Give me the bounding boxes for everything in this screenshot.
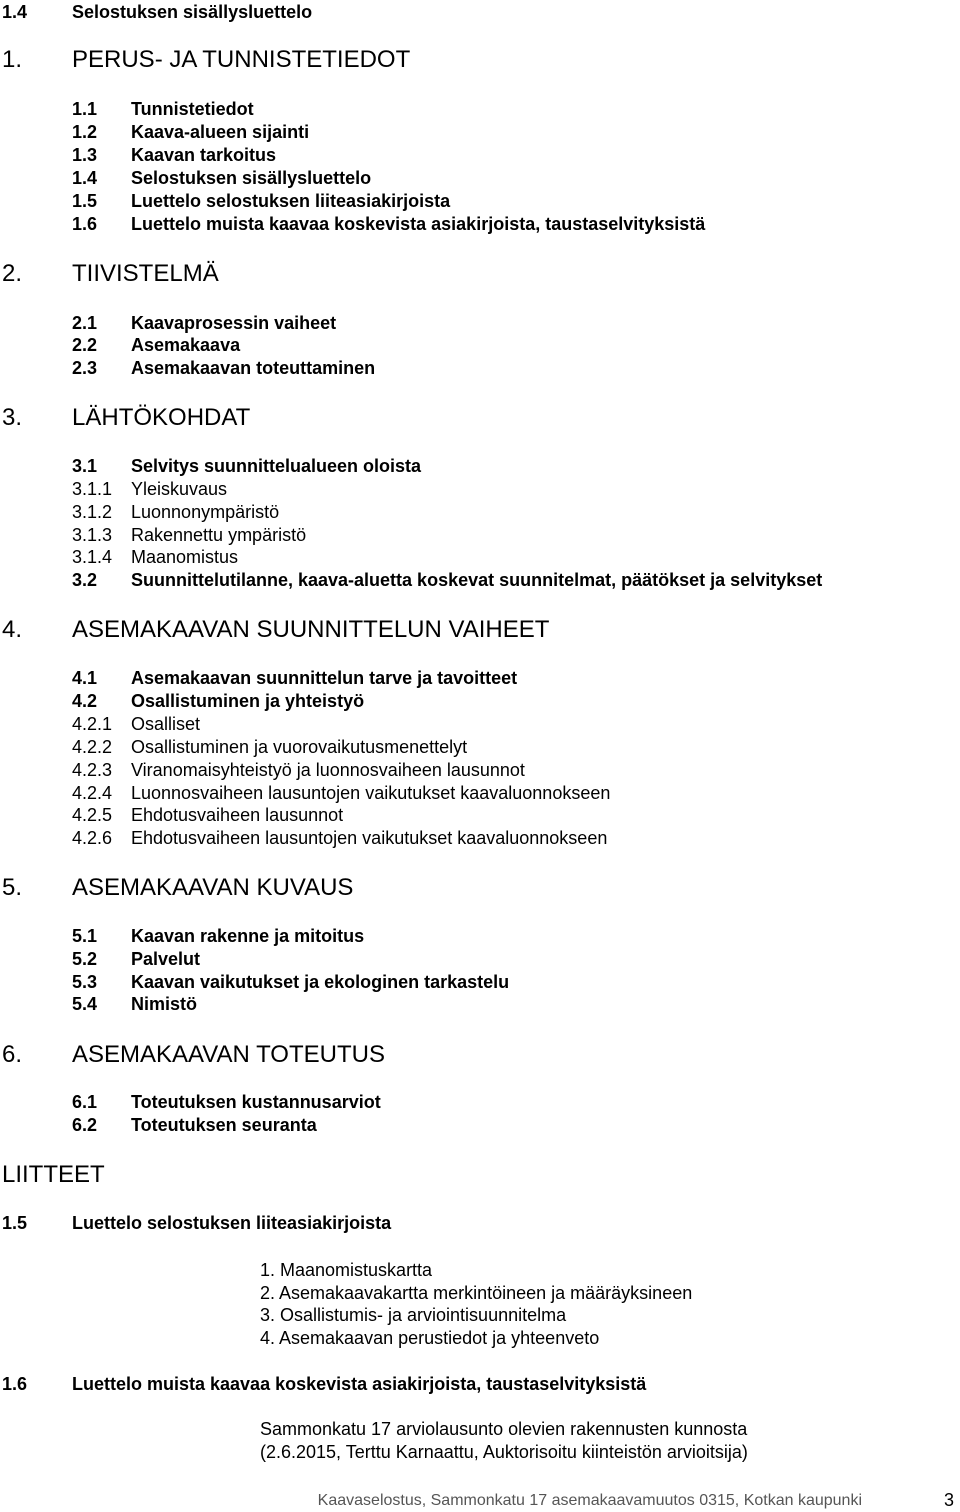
section-number: 2. (2, 260, 23, 287)
subheading-text: Luettelo muista kaavaa koskevista asiakirjoista, taustaselvityksistä (72, 1374, 647, 1394)
subheading-text: Luettelo selostuksen liiteasiakirjoista (72, 1213, 392, 1233)
toc-number: 2.3 (72, 358, 98, 378)
toc-number: 4.2.2 (72, 737, 113, 757)
toc-text: Osalliset (131, 714, 201, 734)
toc-text: Ehdotusvaiheen lausuntojen vaikutukset kaavaluonnokseen (131, 828, 608, 848)
section-title: TIIVISTELMÄ (72, 260, 219, 287)
toc-number: 3.1 (72, 456, 98, 476)
toc-text: Luettelo selostuksen liiteasiakirjoista (131, 191, 451, 211)
toc-number: 4.2.4 (72, 783, 113, 803)
toc-text: Kaavaprosessin vaiheet (131, 313, 337, 333)
toc-number: 1.4 (72, 168, 98, 188)
toc-text: Kaavan rakenne ja mitoitus (131, 926, 365, 946)
toc-number: 4.2.1 (72, 714, 113, 734)
subheading-number: 1.5 (2, 1213, 28, 1233)
toc-text: Maanomistus (131, 547, 239, 567)
toc-number: 1.5 (72, 191, 98, 211)
toc-text: Rakennettu ympäristö (131, 525, 307, 545)
section-number: 6. (2, 1041, 23, 1068)
document-item: (2.6.2015, Terttu Karnaattu, Auktorisoitu kiinteistön arvioitsija) (260, 1442, 748, 1462)
page-number: 3 (944, 1490, 955, 1510)
section-title: ASEMAKAAVAN SUUNNITTELUN VAIHEET (72, 616, 550, 643)
toc-number: 4.1 (72, 668, 98, 688)
heading-text: Selostuksen sisällysluettelo (72, 2, 313, 22)
toc-text: Toteutuksen kustannusarviot (131, 1092, 381, 1112)
section-title: ASEMAKAAVAN KUVAUS (72, 874, 354, 901)
toc-number: 5.1 (72, 926, 98, 946)
attachment-item: 2. Asemakaavakartta merkintöineen ja määräyksineen (260, 1283, 693, 1303)
toc-number: 1.3 (72, 145, 98, 165)
toc-text: Luettelo muista kaavaa koskevista asiakirjoista, taustaselvityksistä (131, 214, 706, 234)
toc-number: 1.2 (72, 122, 98, 142)
toc-number: 5.2 (72, 949, 98, 969)
toc-number: 2.2 (72, 335, 98, 355)
liitteet-heading: LIITTEET (2, 1161, 105, 1188)
section-number: 3. (2, 404, 23, 431)
toc-text: Selostuksen sisällysluettelo (131, 168, 372, 188)
toc-text: Tunnistetiedot (131, 99, 254, 119)
toc-number: 4.2 (72, 691, 98, 711)
toc-text: Kaavan vaikutukset ja ekologinen tarkastelu (131, 972, 510, 992)
toc-text: Viranomaisyhteistyö ja luonnosvaiheen lausunnot (131, 760, 525, 780)
toc-text: Ehdotusvaiheen lausunnot (131, 805, 344, 825)
toc-number: 3.2 (72, 570, 98, 590)
toc-number: 2.1 (72, 313, 98, 333)
toc-number: 4.2.5 (72, 805, 113, 825)
toc-text: Yleiskuvaus (131, 479, 228, 499)
section-title: ASEMAKAAVAN TOTEUTUS (72, 1041, 385, 1068)
attachment-item: 4. Asemakaavan perustiedot ja yhteenveto (260, 1328, 600, 1348)
toc-text: Asemakaava (131, 335, 241, 355)
attachment-item: 1. Maanomistuskartta (260, 1260, 433, 1280)
subheading-number: 1.6 (2, 1374, 28, 1394)
attachment-item: 3. Osallistumis- ja arviointisuunnitelma (260, 1305, 567, 1325)
toc-number: 3.1.4 (72, 547, 113, 567)
page-footer: Kaavaselostus, Sammonkatu 17 asemakaavamuutos 0315, Kotkan kaupunki (317, 1492, 862, 1509)
section-number: 4. (2, 616, 23, 643)
toc-number: 3.1.2 (72, 502, 113, 522)
toc-text: Selvitys suunnittelualueen oloista (131, 456, 422, 476)
toc-text: Toteutuksen seuranta (131, 1115, 317, 1135)
toc-text: Asemakaavan suunnittelun tarve ja tavoitteet (131, 668, 518, 688)
toc-text: Nimistö (131, 994, 198, 1014)
toc-text: Luonnonympäristö (131, 502, 280, 522)
toc-text: Asemakaavan toteuttaminen (131, 358, 376, 378)
toc-number: 5.3 (72, 972, 98, 992)
toc-number: 5.4 (72, 994, 98, 1014)
toc-text: Palvelut (131, 949, 201, 969)
section-number: 5. (2, 874, 23, 901)
toc-number: 4.2.3 (72, 760, 113, 780)
toc-text: Suunnittelutilanne, kaava-aluetta koskevat suunnitelmat, päätökset ja selvitykset (131, 570, 823, 590)
toc-number: 3.1.3 (72, 525, 113, 545)
toc-text: Luonnosvaiheen lausuntojen vaikutukset kaavaluonnokseen (131, 783, 611, 803)
toc-number: 1.6 (72, 214, 98, 234)
heading-number: 1.4 (2, 2, 28, 22)
toc-number: 4.2.6 (72, 828, 113, 848)
toc-number: 1.1 (72, 99, 98, 119)
toc-text: Kaavan tarkoitus (131, 145, 277, 165)
document-item: Sammonkatu 17 arviolausunto olevien rakennusten kunnosta (260, 1419, 748, 1439)
toc-number: 6.1 (72, 1092, 98, 1112)
toc-text: Osallistuminen ja yhteistyö (131, 691, 365, 711)
toc-text: Osallistuminen ja vuorovaikutusmenettelyt (131, 737, 468, 757)
toc-text: Kaava-alueen sijainti (131, 122, 310, 142)
section-title: LÄHTÖKOHDAT (72, 404, 251, 431)
section-title: PERUS- JA TUNNISTETIEDOT (72, 46, 411, 73)
toc-number: 6.2 (72, 1115, 98, 1135)
section-number: 1. (2, 46, 23, 73)
toc-number: 3.1.1 (72, 479, 113, 499)
